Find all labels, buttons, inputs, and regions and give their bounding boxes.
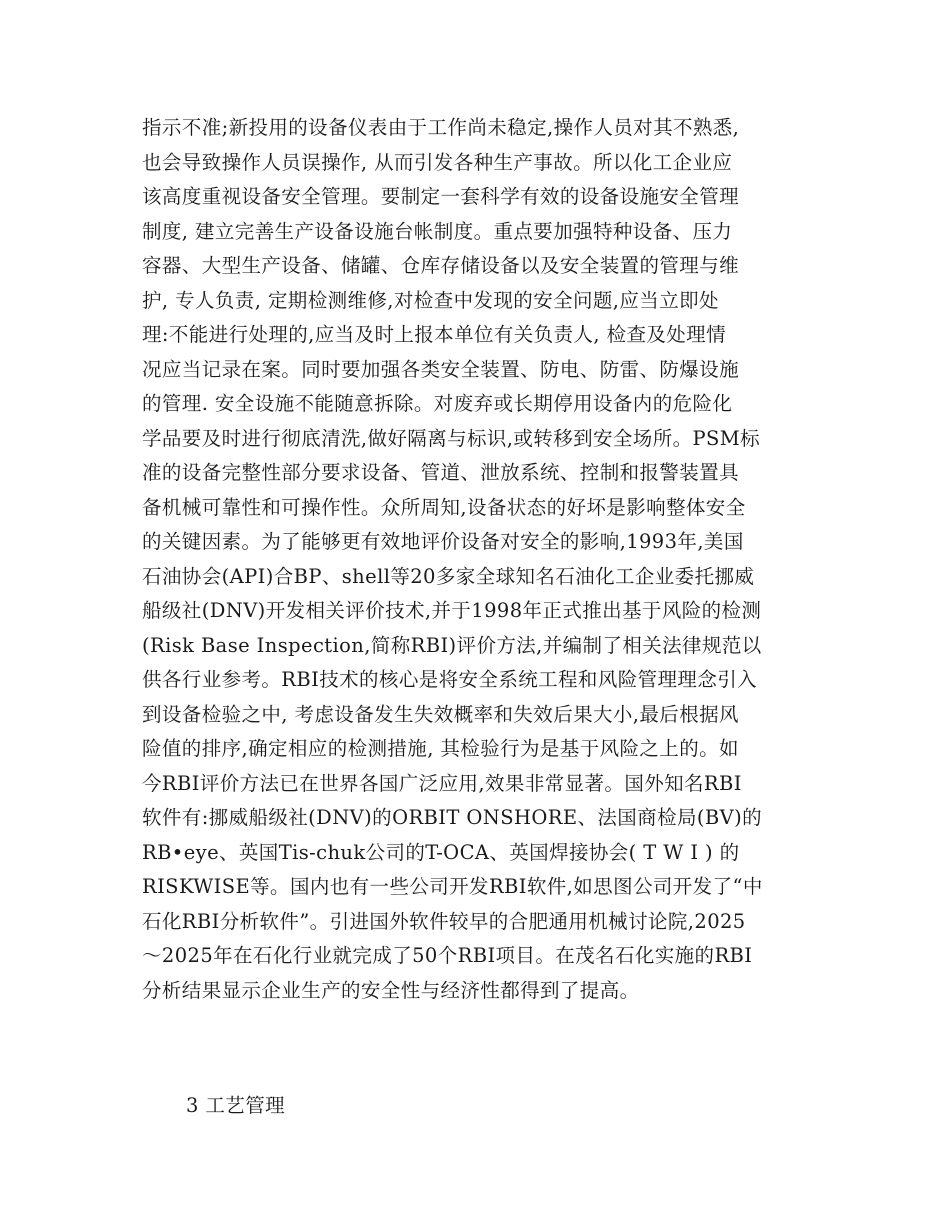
text-line: 容器、大型生产设备、储罐、仓库存储设备以及安全装置的管理与维 — [142, 254, 740, 277]
text-line: RISKWISE等。国内也有一些公司开发RBI软件,如思图公司开发了“中 — [142, 875, 763, 898]
text-line: 今RBI评价方法已在世界各国广泛应用,效果非常显著。国外知名RBI — [142, 771, 742, 795]
text-line: 供各行业参考。RBI技术的核心是将安全系统工程和风险管理理念引入 — [142, 668, 758, 691]
text-line: 该高度重视设备安全管理。要制定一套科学有效的设备设施安全管理 — [142, 185, 740, 208]
text-line: 分析结果显示企业生产的安全性与经济性都得到了提高。 — [142, 978, 640, 1002]
text-line: ～2025年在石化行业就完成了50个RBI项目。在茂名石化实施的RBI — [142, 944, 753, 967]
body-text — [142, 111, 822, 1008]
text-line: 石化RBI分析软件”。引进国外软件较早的合肥通用机械讨论院,2025 — [142, 909, 746, 933]
text-line: 软件有:挪威船级社(DNV)的ORBIT ONSHORE、法国商检局(BV)的 — [142, 806, 763, 829]
text-line: 到设备检验之中, 考虑设备发生失效概率和失效后果大小,最后根据风 — [142, 702, 739, 726]
text-line: 石油协会(API)合BP、shell等20多家全球知名石油化工企业委托挪威 — [142, 564, 755, 588]
text-line: 备机械可靠性和可操作性。众所周知,设备状态的好坏是影响整体安全 — [142, 495, 746, 519]
text-line: 的关键因素。为了能够更有效地评价设备对安全的影响,1993年,美国 — [142, 530, 744, 553]
text-line: RB•eye、英国Tis-chuk公司的T-OCA、英国焊接协会( T W I ) 的 — [142, 840, 740, 864]
text-line: 理:不能进行处理的,应当及时上报本单位有关负责人, 检查及处理情 — [142, 323, 726, 346]
text-line: 的管理. 安全设施不能随意拆除。对废弃或长期停用设备内的危险化 — [142, 392, 733, 415]
text-line: 指示不准;新投用的设备仪表由于工作尚未稳定,操作人员对其不熟悉, — [142, 116, 740, 139]
text-line: 护, 专人负责, 定期检测维修,对检查中发现的安全问题,应当立即处 — [142, 288, 719, 312]
text-line: (Risk Base Inspection,简称RBI)评价方法,并编制了相关法律规范以 — [142, 633, 762, 657]
section-heading: 3 工艺管理 — [186, 1094, 286, 1117]
text-line: 险值的排序,确定相应的检测措施, 其检验行为是基于风险之上的。如 — [142, 737, 739, 760]
text-line: 制度, 建立完善生产设备设施台帐制度。重点要加强特种设备、压力 — [142, 219, 733, 243]
text-line: 准的设备完整性部分要求设备、管道、泄放系统、控制和报警装置具 — [142, 461, 740, 484]
text-line: 也会导致操作人员误操作, 从而引发各种生产事故。所以化工企业应 — [142, 150, 733, 174]
text-line: 船级社(DNV)开发相关评价技术,并于1998年正式推出基于风险的检测 — [142, 599, 762, 622]
text-line: 学品要及时进行彻底清洗,做好隔离与标识,或转移到安全场所。PSM标 — [142, 426, 761, 450]
text-line: 况应当记录在案。同时要加强各类安全装置、防电、防雷、防爆设施 — [142, 357, 740, 381]
